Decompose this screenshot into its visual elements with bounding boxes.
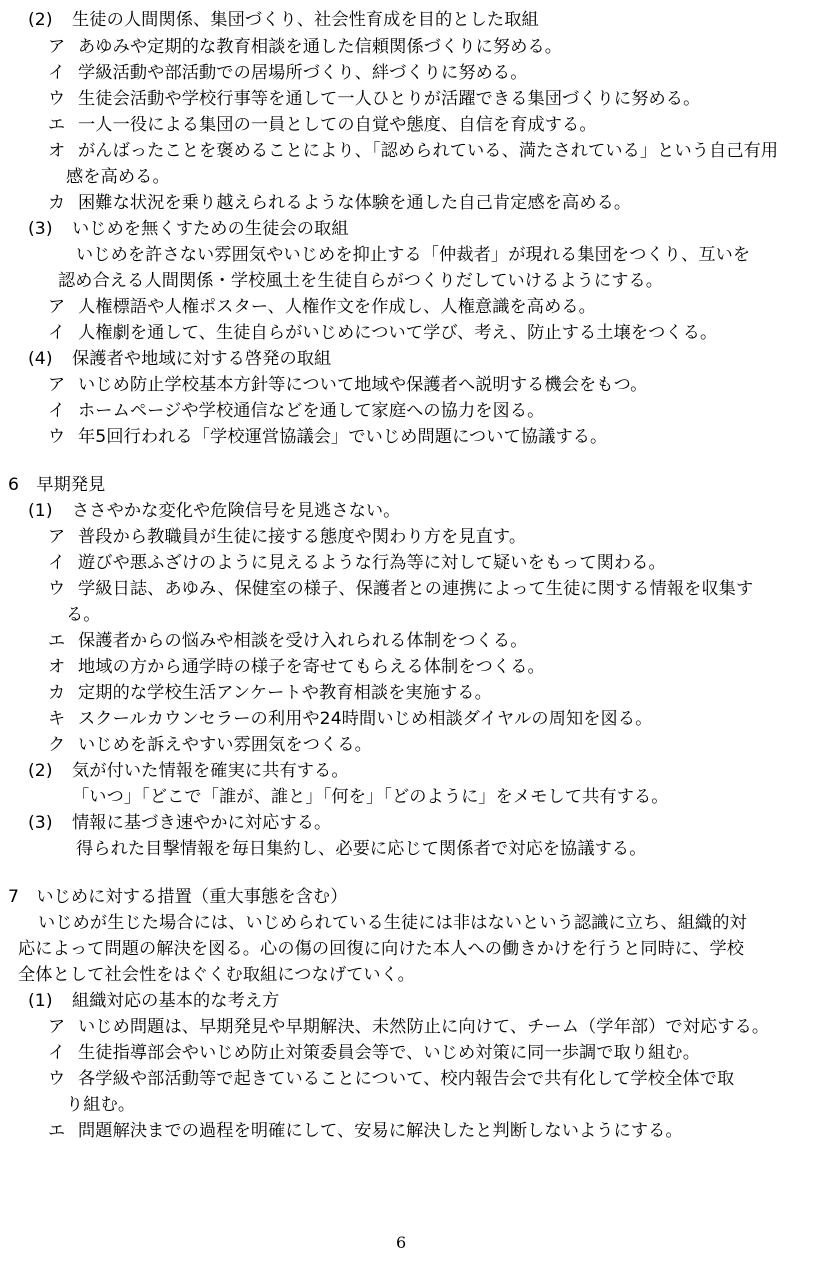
item-label: (4): [28, 349, 53, 369]
list-marker: ウ: [48, 1069, 66, 1089]
paragraph-line: 「いつ」「どこで「誰が、誰と」「何を」「どのように」をメモして共有する。: [72, 787, 669, 807]
item-title: いじめを無くすための生徒会の取組: [72, 219, 349, 239]
list-marker: イ: [48, 323, 66, 343]
list-marker: イ: [48, 553, 66, 573]
list-marker: キ: [48, 709, 66, 729]
list-text: 普段から教職員が生徒に接する態度や関わり方を見直す。: [78, 527, 527, 547]
list-text: ホームページや学校通信などを通して家庭への協力を図る。: [78, 401, 545, 421]
list-item: [48, 550, 666, 576]
item-label: (3): [28, 219, 53, 239]
list-marker: カ: [48, 193, 66, 213]
list-item: [48, 1014, 769, 1040]
section-6-heading: 6 早期発見: [8, 475, 106, 495]
list-item: [48, 86, 700, 112]
item-title: 組織対応の基本的な考え方: [72, 991, 280, 1011]
list-text: 各学級や部活動等で起きていることについて、校内報告会で共有化して学校全体で取: [78, 1069, 735, 1089]
list-text: 地域の方から通学時の様子を寄せてもらえる体制をつくる。: [78, 657, 545, 677]
list-item: [48, 294, 596, 320]
list-text: 年5回行われる「学校運営協議会」でいじめ問題について協議する。: [78, 427, 608, 447]
item-5-2-heading: [28, 7, 539, 33]
list-item: [48, 60, 527, 86]
list-text: 人権劇を通して、生徒自らがいじめについて学び、考え、防止する土壌をつくる。: [78, 323, 718, 343]
paragraph-line: いじめが生じた場合には、いじめられている生徒には非はないという認識に立ち、組織的対: [38, 913, 747, 933]
item-6-2-heading: [28, 758, 349, 784]
list-item: [48, 706, 652, 732]
list-text: 保護者からの悩みや相談を受け入れられる体制をつくる。: [78, 631, 528, 651]
item-title: 気が付いた情報を確実に共有する。: [72, 761, 349, 781]
list-marker: ウ: [48, 89, 66, 109]
item-6-1-heading: [28, 498, 400, 524]
item-title: 情報に基づき速やかに対応する。: [72, 813, 332, 833]
item-6-3-heading: [28, 810, 331, 836]
paragraph-line: 全体として社会性をはぐくむ取組につなげていく。: [18, 965, 415, 985]
paragraph-line: 得られた目撃情報を毎日集約し、必要に応じて関係者で対応を協議する。: [76, 839, 647, 859]
paragraph-line: いじめを許さない雰囲気やいじめを抑止する「仲裁者」が現れる集団をつくり、互いを: [76, 245, 751, 265]
item-label: (2): [28, 761, 53, 781]
list-marker: イ: [48, 63, 66, 83]
list-text: 遊びや悪ふざけのように見えるような行為等に対して疑いをもって関わる。: [78, 553, 666, 573]
list-text: あゆみや定期的な教育相談を通した信頼関係づくりに努める。: [78, 37, 563, 57]
list-text: いじめを訴えやすい雰囲気をつくる。: [78, 735, 372, 755]
list-item-continuation: る。: [66, 605, 101, 625]
list-item: [48, 576, 753, 602]
list-marker: ア: [48, 527, 66, 547]
list-marker: イ: [48, 1043, 66, 1063]
list-item: [48, 320, 717, 346]
list-marker: オ: [48, 141, 66, 161]
list-item: [48, 1066, 734, 1092]
list-item: [48, 732, 372, 758]
list-item: [48, 34, 562, 60]
list-text: 学級日誌、あゆみ、保健室の様子、保護者との連携によって生徒に関する情報を収集す: [78, 579, 754, 599]
list-item: [48, 112, 597, 138]
paragraph-line: 認め合える人間関係・学校風土を生徒自らがつくりだしていけるようにする。: [58, 271, 664, 291]
item-title: 生徒の人間関係、集団づくり、社会性育成を目的とした取組: [72, 10, 539, 30]
list-marker: ア: [48, 375, 66, 395]
list-marker: オ: [48, 657, 66, 677]
item-5-4-heading: [28, 346, 331, 372]
list-marker: イ: [48, 401, 66, 421]
list-text: スクールカウンセラーの利用や24時間いじめ相談ダイヤルの周知を図る。: [78, 709, 653, 729]
list-marker: ウ: [48, 579, 66, 599]
list-marker: ア: [48, 297, 66, 317]
list-text: 一人一役による集団の一員としての自覚や態度、自信を育成する。: [78, 115, 597, 135]
section-7-heading: 7 いじめに対する措置（重大事態を含む）: [8, 887, 348, 907]
list-item: [48, 138, 778, 164]
item-label: (3): [28, 813, 53, 833]
list-text: 生徒指導部会やいじめ防止対策委員会等で、いじめ対策に同一歩調で取り組む。: [78, 1043, 701, 1063]
item-label: (1): [28, 991, 53, 1011]
list-item: [48, 372, 647, 398]
list-marker: エ: [48, 1121, 66, 1141]
list-item: [48, 398, 544, 424]
list-item-continuation: り組む。: [66, 1095, 136, 1115]
list-marker: カ: [48, 683, 66, 703]
list-text: 人権標語や人権ポスター、人権作文を作成し、人権意識を高める。: [78, 297, 596, 317]
item-title: 保護者や地域に対する啓発の取組: [72, 349, 332, 369]
list-marker: エ: [48, 115, 66, 135]
list-text: がんばったことを褒めることにより、「認められている、満たされている」という自己有用: [78, 141, 779, 161]
list-marker: ク: [48, 735, 66, 755]
list-item: [48, 524, 526, 550]
list-text: いじめ防止学校基本方針等について地域や保護者へ説明する機会をもつ。: [78, 375, 648, 395]
item-5-3-heading: [28, 216, 349, 242]
page-number: 6: [396, 1233, 407, 1252]
list-item: [48, 628, 527, 654]
list-text: 問題解決までの過程を明確にして、安易に解決したと判断しないようにする。: [78, 1121, 683, 1141]
list-item: [48, 680, 492, 706]
list-marker: エ: [48, 631, 66, 651]
list-item: [48, 654, 545, 680]
list-marker: ウ: [48, 427, 66, 447]
list-item: [48, 1118, 683, 1144]
list-item-continuation: 感を高める。: [66, 167, 170, 187]
list-marker: ア: [48, 1017, 66, 1037]
item-title: ささやかな変化や危険信号を見逃さない。: [72, 501, 401, 521]
item-label: (1): [28, 501, 53, 521]
list-item: [48, 190, 631, 216]
list-marker: ア: [48, 37, 66, 57]
list-text: 困難な状況を乗り越えられるような体験を通した自己肯定感を高める。: [78, 193, 632, 213]
item-7-1-heading: [28, 988, 279, 1014]
list-item: [48, 424, 607, 450]
item-label: (2): [28, 10, 53, 30]
list-text: 生徒会活動や学校行事等を通して一人ひとりが活躍できる集団づくりに努める。: [78, 89, 701, 109]
paragraph-line: 応によって問題の解決を図る。心の傷の回復に向けた本人への働きかけを行うと同時に、学校: [18, 939, 745, 959]
list-text: 定期的な学校生活アンケートや教育相談を実施する。: [78, 683, 492, 703]
list-text: 学級活動や部活動での居場所づくり、絆づくりに努める。: [78, 63, 528, 83]
list-item: [48, 1040, 700, 1066]
list-text: いじめ問題は、早期発見や早期解決、未然防止に向けて、チーム（学年部）で対応する。: [78, 1017, 770, 1037]
